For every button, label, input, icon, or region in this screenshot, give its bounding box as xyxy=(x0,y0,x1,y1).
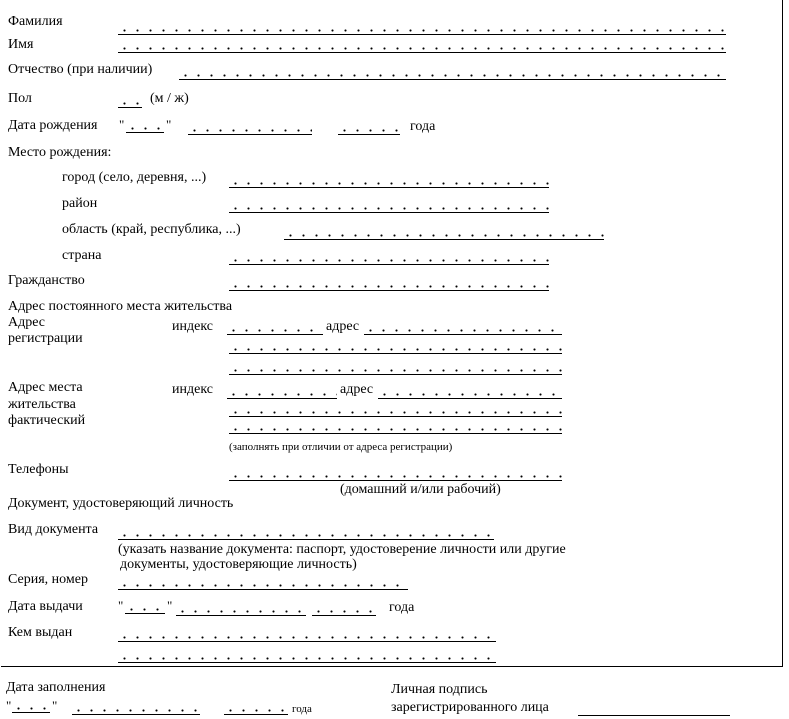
fill-day-quote-close: " xyxy=(52,698,58,713)
registration-address-field-3[interactable] xyxy=(229,362,562,375)
region-label: область (край, республика, ...) xyxy=(62,222,241,237)
signature-label-2: зарегистрированного лица xyxy=(391,700,549,715)
name-label: Имя xyxy=(8,37,34,52)
registration-address-label: адрес xyxy=(326,319,360,334)
birth-month-field[interactable] xyxy=(188,122,312,135)
country-label: страна xyxy=(62,248,102,263)
birth-year-word: года xyxy=(410,119,436,134)
document-type-hint-1: (указать название документа: паспорт, удостоверение личности или другие xyxy=(118,542,566,557)
signature-field[interactable] xyxy=(578,703,730,716)
surname-field[interactable] xyxy=(118,22,726,35)
issue-day-field[interactable] xyxy=(125,601,165,614)
actual-label-1: Адрес места xyxy=(8,380,83,395)
fill-date-label: Дата заполнения xyxy=(6,680,106,695)
citizenship-field[interactable] xyxy=(229,278,549,291)
city-field[interactable] xyxy=(229,175,549,188)
series-number-label: Серия, номер xyxy=(8,572,88,587)
birth-day-field[interactable] xyxy=(126,120,164,133)
signature-label-1: Личная подпись xyxy=(391,682,488,697)
actual-address-note: (заполнять при отличии от адреса регистрации) xyxy=(229,441,453,453)
actual-label-3: фактический xyxy=(8,413,86,428)
city-label: город (село, деревня, ...) xyxy=(62,170,207,185)
phones-field[interactable] xyxy=(229,468,562,481)
actual-index-field[interactable] xyxy=(227,386,337,399)
registration-label-1: Адрес xyxy=(8,315,46,330)
issue-date-label: Дата выдачи xyxy=(8,599,83,614)
phones-hint: (домашний и/или рабочий) xyxy=(340,482,501,497)
document-section-label: Документ, удостоверяющий личность xyxy=(8,496,234,511)
actual-address-label: адрес xyxy=(340,382,374,397)
fill-day-field[interactable] xyxy=(12,700,50,713)
sex-field[interactable] xyxy=(118,95,142,108)
birthplace-label: Место рождения: xyxy=(8,145,112,160)
document-type-field[interactable] xyxy=(118,527,494,540)
issued-by-label: Кем выдан xyxy=(8,625,73,640)
issued-by-field-1[interactable] xyxy=(118,629,496,642)
actual-address-field-3[interactable] xyxy=(229,421,562,434)
fill-day-quote-open: " xyxy=(6,698,12,713)
issue-year-word: года xyxy=(389,600,415,615)
registration-index-label: индекс xyxy=(172,319,213,334)
registration-index-field[interactable] xyxy=(227,322,323,335)
address-section-label: Адрес постоянного места жительства xyxy=(8,299,233,314)
phones-label: Телефоны xyxy=(8,462,69,477)
issue-month-field[interactable] xyxy=(176,603,306,616)
birth-day-quote-open: " xyxy=(119,117,125,132)
series-number-field[interactable] xyxy=(118,577,408,590)
district-label: район xyxy=(62,196,98,211)
fill-year-word: года xyxy=(292,703,312,715)
citizenship-label: Гражданство xyxy=(8,273,85,288)
actual-index-label: индекс xyxy=(172,382,213,397)
country-field[interactable] xyxy=(229,252,549,265)
document-type-label: Вид документа xyxy=(8,522,99,537)
issue-day-quote-open: " xyxy=(118,598,124,613)
issue-year-field[interactable] xyxy=(312,603,376,616)
actual-address-field-2[interactable] xyxy=(229,404,562,417)
surname-label: Фамилия xyxy=(8,14,63,29)
sex-label: Пол xyxy=(8,91,32,106)
sex-hint: (м / ж) xyxy=(150,91,189,106)
actual-label-2: жительства xyxy=(8,397,76,412)
fill-month-field[interactable] xyxy=(72,702,200,715)
birth-year-field[interactable] xyxy=(338,122,400,135)
name-field[interactable] xyxy=(118,40,726,53)
actual-address-field-1[interactable] xyxy=(378,386,562,399)
document-type-hint-2: документы, удостоверяющие личность) xyxy=(120,557,357,572)
issue-day-quote-close: " xyxy=(167,598,173,613)
registration-address-field-1[interactable] xyxy=(364,322,562,335)
patronymic-label: Отчество (при наличии) xyxy=(8,62,153,77)
birth-date-label: Дата рождения xyxy=(8,118,98,133)
region-field[interactable] xyxy=(284,227,604,240)
registration-label-2: регистрации xyxy=(8,331,83,346)
fill-year-field[interactable] xyxy=(224,702,288,715)
registration-address-field-2[interactable] xyxy=(229,341,562,354)
district-field[interactable] xyxy=(229,200,549,213)
issued-by-field-2[interactable] xyxy=(118,650,496,663)
birth-day-quote-close: " xyxy=(166,117,172,132)
patronymic-field[interactable] xyxy=(179,67,726,80)
